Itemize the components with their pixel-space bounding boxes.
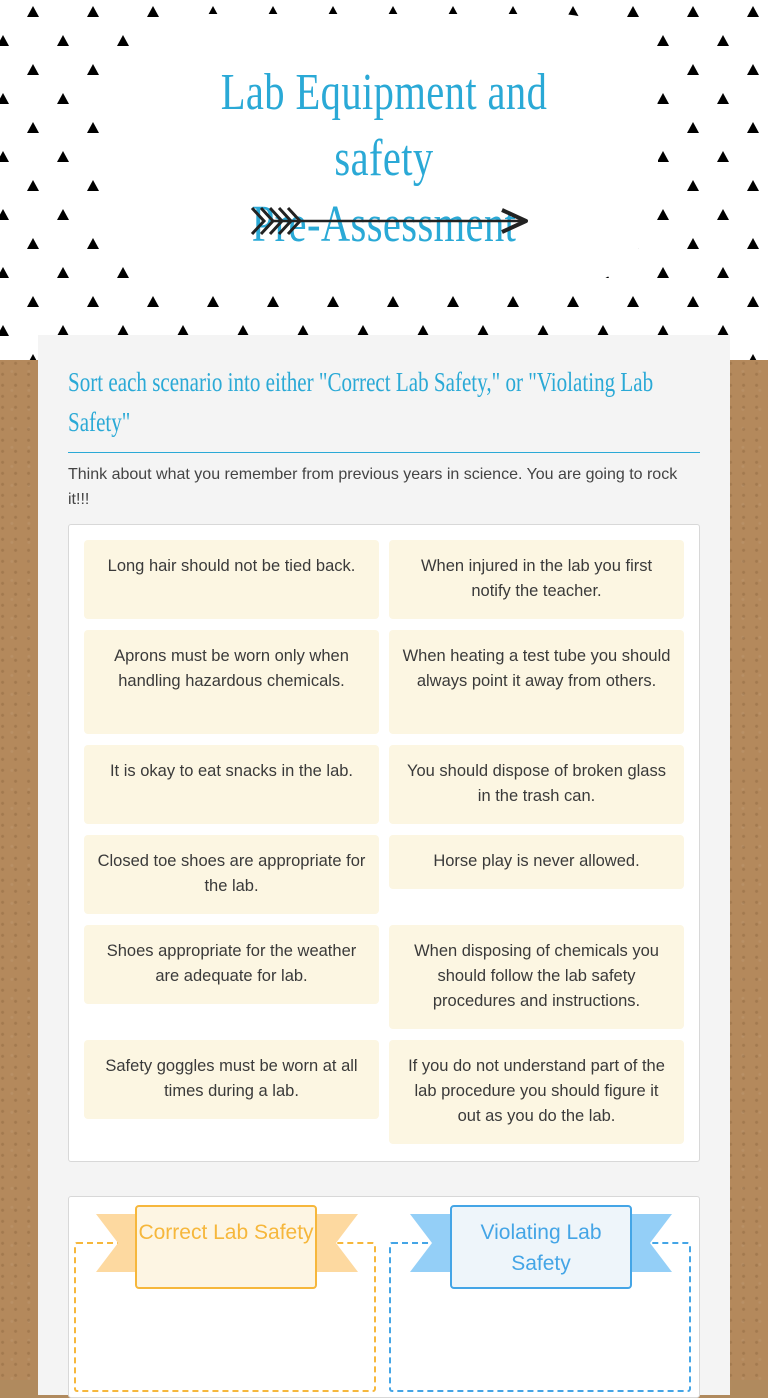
sort-tile[interactable]: Horse play is never allowed. — [389, 835, 684, 889]
sort-tile[interactable]: If you do not understand part of the lab procedure you should figure it out as you do the lab. — [389, 1040, 684, 1144]
bucket-label-correct: Correct Lab Safety — [135, 1205, 317, 1289]
heading-divider — [68, 452, 700, 453]
sort-tile[interactable]: Long hair should not be tied back. — [84, 540, 379, 619]
sort-tile[interactable]: Shoes appropriate for the weather are adequate for lab. — [84, 925, 379, 1004]
activity-heading: Sort each scenario into either "Correct Lab Safety," or "Violating Lab Safety" — [68, 367, 654, 437]
sort-tile[interactable]: Closed toe shoes are appropriate for the lab. — [84, 835, 379, 914]
sort-tile[interactable]: It is okay to eat snacks in the lab. — [84, 745, 379, 824]
sort-tile[interactable]: When disposing of chemicals you should follow the lab safety procedures and instructions. — [389, 925, 684, 1029]
sort-tile[interactable]: When injured in the lab you first notify the teacher. — [389, 540, 684, 619]
activity-instructions: Think about what you remember from previous years in science. You are going to rock it!!! — [68, 466, 678, 508]
sort-tile[interactable]: Aprons must be worn only when handling hazardous chemicals. — [84, 630, 379, 734]
sort-tile[interactable]: When heating a test tube you should always point it away from others. — [389, 630, 684, 734]
title-line-2: Pre-Assessment — [251, 196, 517, 253]
arrow-right-icon — [244, 202, 530, 240]
sort-tile[interactable]: You should dispose of broken glass in the trash can. — [389, 745, 684, 824]
title-line-1: Lab Equipment and safety — [220, 64, 548, 187]
bucket-label-violating: Violating Lab Safety — [450, 1205, 632, 1289]
sort-tile[interactable]: Safety goggles must be worn at all times during a lab. — [84, 1040, 379, 1119]
